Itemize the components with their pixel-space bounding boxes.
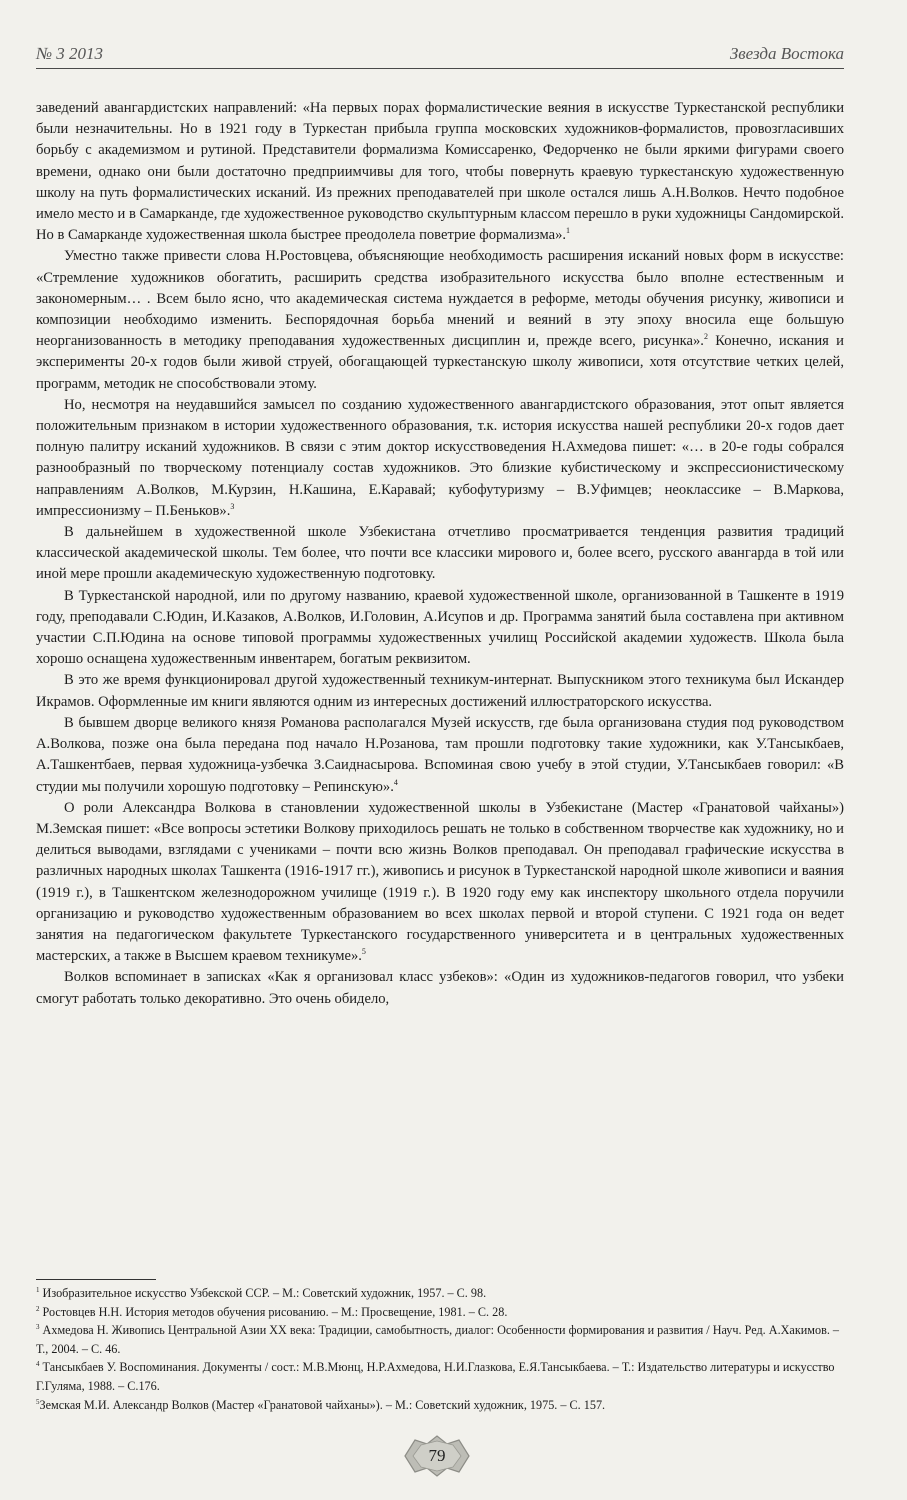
page-number-badge — [401, 1434, 473, 1478]
paragraph: Уместно также привести слова Н.Ростовцева, объясняющие необходимость расширения исканий новых форм в искусстве: «Стремление художников обогатить, расширить средства изобразительного искусства было вполне естественным и закономерным… . Всем было ясно, что академическая система нуждается в реформе, методы обучения рисунку, живописи и композиции необходимо изменить. Беспорядочная борьба мнений и веяний в эту эпоху вносила еще большую неорганизованность в методику преподавания художественных дисциплин и, прежде всего, рисунка».$^2$ Конечно, искания и эксперименты 20-х годов были живой струей, обогащающей туркестанскую школу живописи, хотя отсутствие четких целей, программ, методик не способствовали этому. — [36, 248, 844, 392]
paragraph: Но, несмотря на неудавшийся замысел по созданию художественного авангардистского образования, этот опыт является положительным признаком в истории художественного образования, т.к. история искусства нашей республики 20-х годов дает полную палитру исканий художников. В связи с этим доктор искусствоведения Н.Ахмедова пишет: «… в 20-е годы собрался разнообразный по творческому потенциалу состав художников. Это близкие кубистическому и экспрессионистическому направлениям А.Волков, М.Курзин, Н.Кашина, Е.Каравай; кубофутуризму – В.Уфимцев; неоклассике – В.Маркова, импрессионизму – П.Беньков».$^3$ — [36, 396, 844, 519]
page-number: 79 — [428, 1446, 446, 1465]
footnote: $^2$ Ростовцев Н.Н. История методов обучения рисованию. – М.: Просвещение, 1981. – С. 28. — [36, 1304, 508, 1319]
footnote-ref[interactable]: 1 — [566, 226, 571, 236]
paragraph: В это же время функционировал другой художественный техникум-интернат. Выпускником этого техникума был Искандер Икрамов. Оформленные им книги являются одним из интересных достижений иллюстраторского искусства. — [36, 672, 844, 710]
footnotes — [36, 1284, 844, 1414]
footnote: $^1$ Изобразительное искусство Узбекской ССР. – М.: Советский художник, 1957. – С. 98. — [36, 1285, 487, 1300]
footnote-number: 2 — [36, 1304, 40, 1313]
footnote-ref[interactable]: 5 — [361, 947, 366, 957]
footnote: $^4$ Тансыкбаев У. Воспоминания. Документы / сост.: М.В.Мюнц, Н.Р.Ахмедова, Н.И.Глазкова, Е.Я.Тансыкбаева. – Т.: Издательство литературы и искусство Г.Гуляма, 1988. – С.176. — [36, 1360, 835, 1393]
footnote-number: 1 — [36, 1285, 40, 1294]
paragraph: О роли Александра Волкова в становлении художественной школы в Узбекистане (Мастер «Гранатовой чайханы») М.Земская пишет: «Все вопросы эстетики Волкову приходилось решать не только в собственном творчестве как художнику, но и делиться выводами, взглядами с учениками – почти всю жизнь Волков преподавал. Он преподавал графические искусства в различных народных школах Ташкента (1916-1917 гг.), живопись и рисунок в Туркестанской народной школе живописи и ваяния (1919 г.), в Ташкентском железнодорожном училище (1919 г.). В 1920 году ему как инспектору школьного отдела поручили организацию и руководство художественным образованием во всех школах первой и второй ступени. С 1921 года он ведет занятия на педагогическом факультете Туркестанского государственного университета и в центральных художественных мастерских, а также в Высшем краевом техникуме».$^5$ — [36, 799, 844, 965]
footnote: $^3$ Ахмедова Н. Живопись Центральной Азии XX века: Традиции, самобытность, диалог: Особенности формирования и развития / Науч. Ред. А.Хакимов. – Т., 2004. – С. 46. — [36, 1323, 840, 1356]
running-header — [36, 40, 844, 69]
footnote-number: 5 — [36, 1397, 40, 1406]
footnote-number: 3 — [36, 1323, 40, 1332]
paragraph: В дальнейшем в художественной школе Узбекистана отчетливо просматривается тенденция развития традиций классической академической школы. Тем более, что почти все классики мирового и, более всего, русского авангарда в той или иной мере прошли академическую художественную подготовку. — [36, 524, 844, 583]
footnote-ref[interactable]: 4 — [393, 777, 398, 787]
footnote-ref[interactable]: 2 — [703, 332, 708, 342]
issue-label: № 3 2013 — [36, 44, 104, 63]
footnote-ref[interactable]: 3 — [230, 502, 235, 511]
paragraph: заведений авангардистских направлений: «На первых порах формалистические веяния в искусстве Туркестанской республики были незначительны. Но в 1921 году в Туркестан прибыла группа московских художников-формалистов, провозгласивших борьбу с академизмом и рутиной. Представители формализма Комиссаренко, Федорченко не были яркими фигурами своего времени, однако они были достаточно предприимчивы для того, чтобы повернуть краевую туркестанскую художественную школу на путь формалистических исканий. Из прежних преподавателей при школе остался лишь А.Н.Волков. Нечто подобное имело место и в Самарканде, где художественное руководство скульптурным классом перешло в руки художницы Сандомирской. Но в Самарканде художественная школа быстрее преодолела поветрие формализма».$^1$ — [36, 100, 844, 244]
paragraph: В Туркестанской народной, или по другому названию, краевой художественной школе, организованной в Ташкенте в 1919 году, преподавали С.Юдин, И.Казаков, А.Волков, И.Головин, А.Исупов и др. Программа занятий была составлена при активном участии С.П.Юдина на основе типовой программы художественных училищ Российской академии художеств. Школа была хорошо оснащена художественным инвентарем, богатым реквизитом. — [36, 587, 844, 668]
footnote: $^5$Земская М.И. Александр Волков (Мастер «Гранатовой чайханы»). – М.: Советский художник, 1975. – С. 157. — [36, 1397, 606, 1412]
journal-title: Звезда Востока — [729, 44, 844, 63]
paragraph: Волков вспоминает в записках «Как я организовал класс узбеков»: «Один из художников-педагогов говорил, что узбеки смогут работать только декоративно. Это очень обидело, — [36, 969, 844, 1007]
footnote-number: 4 — [36, 1360, 40, 1369]
article-body — [36, 98, 844, 1010]
paragraph: В бывшем дворце великого князя Романова располагался Музей искусств, где была организована студия под руководством А.Волкова, позже она была передана под начало Н.Розанова, там прошли подготовку такие художники, как У.Тансыкбаев, А.Ташкентбаев, первая художница-узбечка З.Саиднасырова. Вспоминая свою учебу в этой студии, У.Тансыкбаев говорил: «В студии мы получили хорошую подготовку – Репинскую».$^4$ — [36, 714, 844, 795]
footnote-divider — [36, 1279, 156, 1280]
